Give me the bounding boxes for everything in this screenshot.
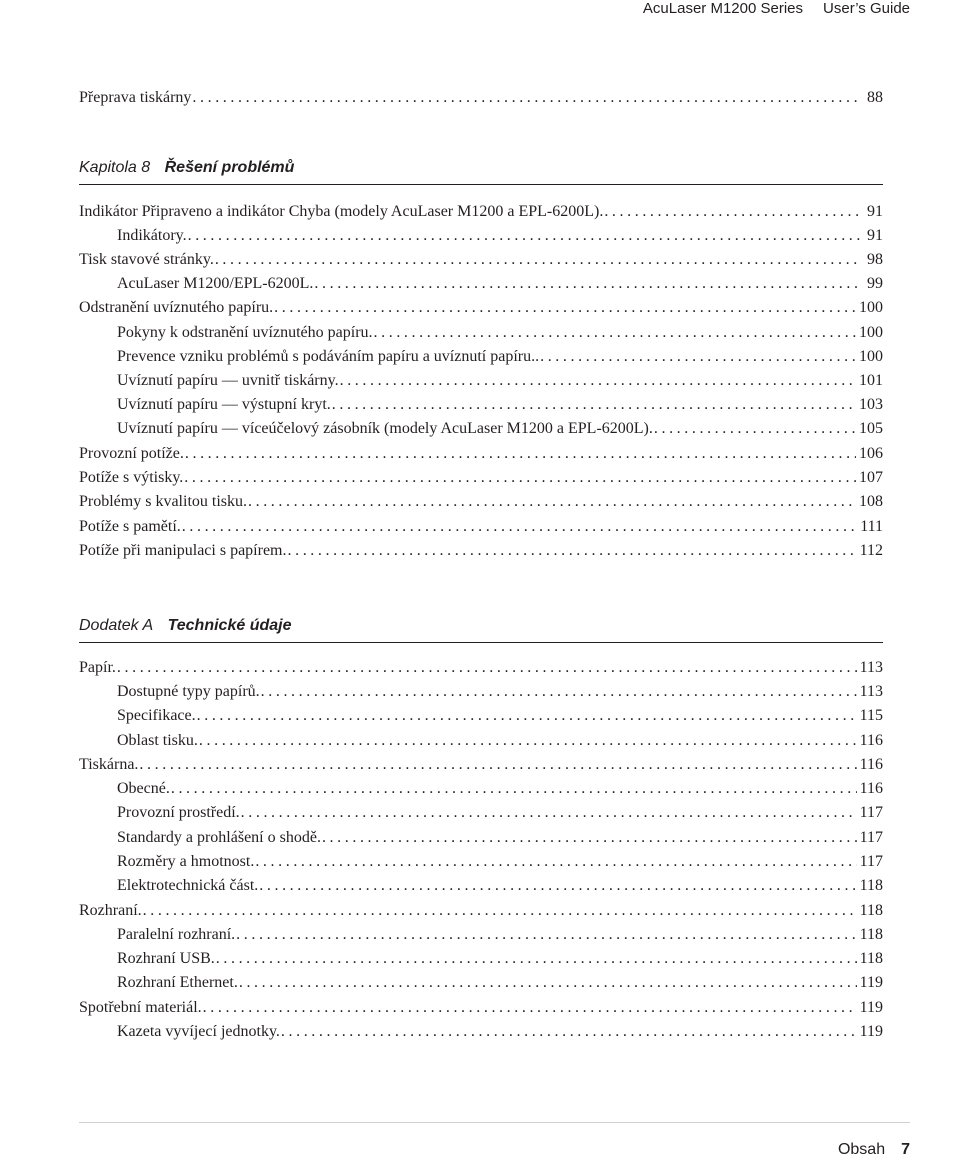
toc-entry[interactable] [79,298,883,318]
toc-subentry[interactable] [117,803,883,823]
toc-entry-title: Provozní potíže. [79,445,184,462]
toc-entry-title: Obecné. [117,780,170,797]
toc-entry-page: 119 [859,974,883,991]
toc-entry-title: Standardy a prohlášení o shodě. [117,829,321,846]
toc-entry-page: 105 [859,420,883,437]
toc-subentry[interactable] [117,779,883,799]
toc-entry-page: 111 [860,518,883,535]
toc-entry-title: Oblast tisku. [117,732,198,749]
toc-leader [215,250,860,270]
toc-entry-title: Prevence vzniku problémů s podáváním papíru a uvíznutí papíru.. [117,348,540,365]
toc-subentry[interactable] [117,395,883,415]
toc-subentry[interactable] [117,371,883,391]
header-product: AcuLaser M1200 Series [642,0,804,17]
footer-divider [79,1122,910,1123]
toc-entry-page: 91 [867,227,883,244]
toc-entry[interactable] [79,901,883,921]
toc-entry-page: 100 [859,348,883,365]
toc-entry-page: 91 [867,203,883,220]
toc-entry-title: Potíže s pamětí. [79,518,181,535]
toc-subentry[interactable] [117,925,883,945]
toc-subentry[interactable] [117,852,883,872]
toc-entry-page: 107 [859,469,883,486]
toc-entry-page: 118 [859,926,883,943]
toc-leader [261,682,857,702]
toc-leader [139,755,856,775]
toc-entry-title: AcuLaser M1200/EPL-6200L. [117,275,314,292]
toc-leader [241,803,857,823]
chapter-label: Kapitola 8 [79,159,151,176]
toc-entry[interactable] [79,492,883,512]
toc-entry-title: Odstranění uvíznutého papíru. [79,299,274,316]
toc-leader [203,998,857,1018]
toc-entry-page: 117 [859,853,883,870]
toc-leader [314,274,860,294]
toc-entry-title: Uvíznutí papíru — uvnitř tiskárny. [117,372,339,389]
toc-entry-page: 116 [859,756,883,773]
toc-leader [540,347,856,367]
toc-leader [274,298,856,318]
chapter-title: Řešení problémů [164,159,295,176]
toc-entry-page: 113 [859,683,883,700]
toc-entry-title: Papír. [79,659,116,676]
toc-subentry[interactable] [117,828,883,848]
toc-entry-page: 106 [859,445,883,462]
toc-entry[interactable] [79,755,883,775]
toc-leader [259,876,856,896]
page-number: 7 [901,1141,910,1158]
toc-subentry[interactable] [117,323,883,343]
toc-subentry[interactable] [117,419,883,439]
toc-entry-page: 116 [859,732,883,749]
toc-entry-page: 115 [859,707,883,724]
toc-leader [248,492,856,512]
toc-leader [236,925,856,945]
toc-entry-page: 118 [859,877,883,894]
toc-leader [604,202,860,222]
toc-leader [143,901,857,921]
toc-entry-title: Specifikace. [117,707,196,724]
toc-entry-page: 118 [859,950,883,967]
toc-leader [171,779,857,799]
appendix-heading [79,617,883,643]
toc-subentry[interactable] [117,682,883,702]
toc-entry-page: 100 [859,324,883,341]
toc-entry[interactable] [79,468,883,488]
chapter-heading [79,159,883,185]
toc-leader [340,371,856,391]
toc-entry-title: Kazeta vyvíjecí jednotky. [117,1023,280,1040]
toc-entry-page: 98 [867,251,883,268]
toc-entry-page: 113 [859,659,883,676]
toc-leader [654,419,856,439]
appendix-label: Dodatek A [79,617,154,634]
appendix-title: Technické údaje [167,617,292,634]
toc-entry-page: 119 [859,1023,883,1040]
header-guide: User’s Guide [823,0,910,17]
toc-leader [281,1022,857,1042]
toc-entry-title: Přeprava tiskárny [79,89,192,106]
toc-entry-title: Uvíznutí papíru — výstupní kryt. [117,396,331,413]
toc-subentry[interactable] [117,706,883,726]
toc-leader [288,541,857,561]
toc-entry[interactable] [79,517,883,537]
toc-entry-title: Rozhraní USB. [117,950,215,967]
running-header [643,0,910,20]
toc-entry-title: Uvíznutí papíru — víceúčelový zásobník (modely AcuLaser M1200 a EPL-6200L). [117,420,653,437]
toc-entry[interactable] [79,250,883,270]
toc-entry-title: Indikátory. [117,227,187,244]
toc-entry-title: Rozhraní. [79,902,142,919]
toc-entry-page: 99 [867,275,883,292]
toc-subentry[interactable] [117,1022,883,1042]
toc-entry-page: 100 [859,299,883,316]
toc-leader [239,973,857,993]
toc-leader [199,731,857,751]
toc-subentry[interactable] [117,731,883,751]
toc-entry-page: 108 [859,493,883,510]
toc-entry-title: Problémy s kvalitou tisku. [79,493,247,510]
toc-leader [184,468,856,488]
toc-leader [374,323,856,343]
toc-subentry[interactable] [117,274,883,294]
footer-section: Obsah [837,1141,886,1158]
toc-entry-title: Potíže s výtisky. [79,469,184,486]
toc-subentry[interactable] [117,347,883,367]
toc-entry-title: Elektrotechnická část. [117,877,259,894]
toc-entry-title: Tisk stavové stránky. [79,251,214,268]
toc-entry-page: 118 [859,902,883,919]
toc-subentry[interactable] [117,226,883,246]
toc-entry-page: 101 [859,372,883,389]
page-footer [838,1141,910,1159]
toc-entry-title: Paralelní rozhraní. [117,926,236,943]
toc-leader [192,88,860,108]
toc-subentry[interactable] [117,876,883,896]
toc-entry-title: Indikátor Připraveno a indikátor Chyba (modely AcuLaser M1200 a EPL-6200L). [79,203,604,220]
toc-leader [188,226,860,246]
toc-entry[interactable] [79,998,883,1018]
toc-leader [197,706,857,726]
toc-leader [117,658,857,678]
toc-subentry[interactable] [117,973,883,993]
toc-entry[interactable] [79,202,883,222]
toc-entry-page: 117 [859,804,883,821]
toc-leader [255,852,856,872]
toc-entry-title: Tiskárna. [79,756,139,773]
toc-leader [322,828,857,848]
toc-entry[interactable] [79,88,883,108]
toc-entry-title: Spotřební materiál. [79,999,202,1016]
toc-entry-page: 117 [859,829,883,846]
toc-entry-title: Pokyny k odstranění uvíznutého papíru. [117,324,373,341]
toc-entry-title: Provozní prostředí. [117,804,240,821]
toc-leader [332,395,856,415]
toc-leader [216,949,857,969]
toc-entry-title: Rozměry a hmotnost. [117,853,255,870]
toc-entry-title: Rozhraní Ethernet. [117,974,238,991]
toc-entry[interactable] [79,541,883,561]
toc-entry[interactable] [79,444,883,464]
toc-entry-page: 116 [859,780,883,797]
toc-entry-page: 119 [859,999,883,1016]
toc-entry-page: 112 [859,542,883,559]
toc-entry-title: Dostupné typy papírů. [117,683,260,700]
toc-subentry[interactable] [117,949,883,969]
toc-entry-page: 103 [859,396,883,413]
toc-entry[interactable] [79,658,883,678]
toc-leader [185,444,856,464]
toc-leader [182,517,857,537]
toc-entry-page: 88 [867,89,883,106]
toc-entry-title: Potíže při manipulaci s papírem. [79,542,287,559]
